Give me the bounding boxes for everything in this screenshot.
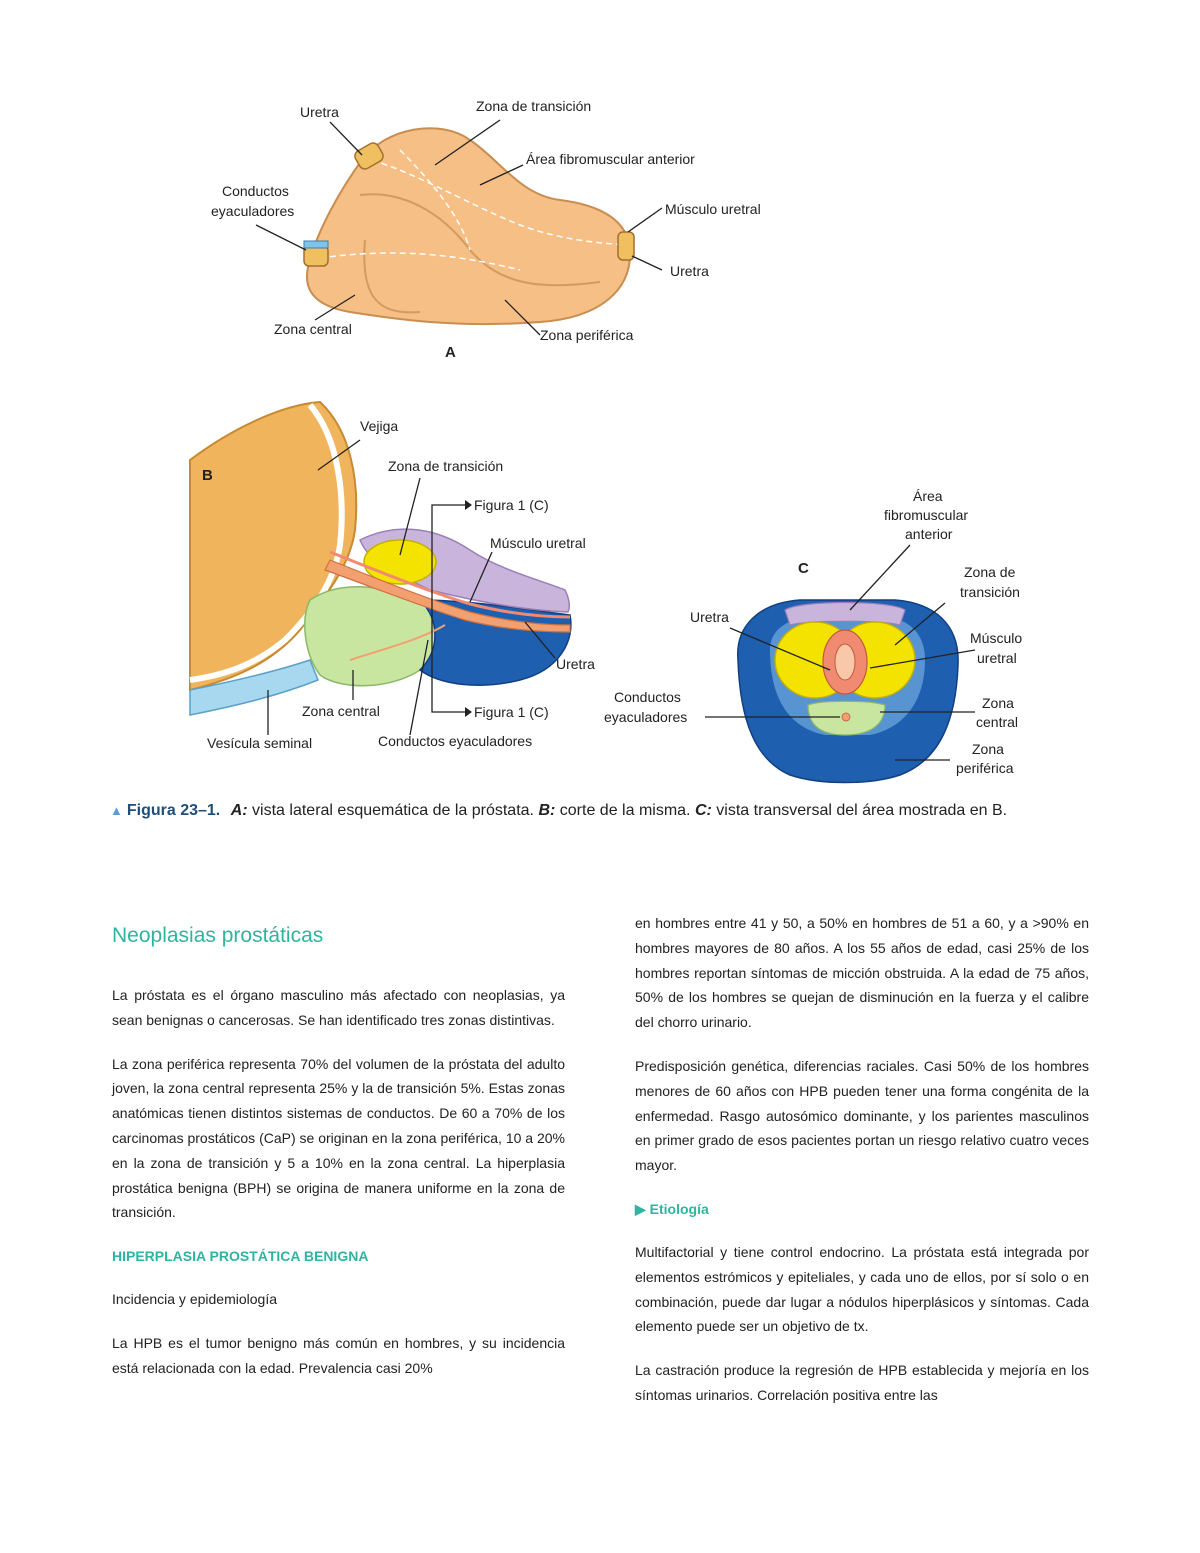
- label-c-zona-transicion-1: Zona de: [964, 564, 1016, 580]
- label-a-conductos-1: Conductos: [222, 183, 289, 199]
- label-a-uretra-top: Uretra: [300, 104, 339, 120]
- ejaculatory-duct-c: [842, 713, 850, 721]
- label-c-zona-central-1: Zona: [982, 695, 1014, 711]
- fibromuscular-c: [785, 603, 905, 626]
- right-column: [635, 911, 1089, 1408]
- right-paragraph-4: La castración produce la regresión de HPB establecida y mejoría en los síntomas urinarios. Correlación positiva entre las: [635, 1362, 1089, 1403]
- caption-text-a: vista lateral esquemática de la próstata.: [252, 802, 534, 819]
- label-b-vejiga: Vejiga: [360, 418, 399, 434]
- label-c-conductos-1: Conductos: [614, 689, 681, 705]
- left-column: [112, 922, 565, 1381]
- ejaculatory-duct-a: [304, 246, 328, 266]
- section-title: Neoplasias prostáticas: [112, 924, 324, 947]
- label-a-conductos-2: eyaculadores: [211, 203, 295, 219]
- etiologia-heading: ▶ Etiología: [635, 1200, 709, 1217]
- label-b-zona-central: Zona central: [302, 703, 380, 719]
- label-b-vesicula-seminal: Vesícula seminal: [207, 735, 313, 751]
- caption-text-b: corte de la misma.: [559, 802, 691, 819]
- caption-triangle-icon: ▲: [110, 803, 123, 818]
- caption-key-a: A:: [230, 802, 248, 819]
- label-c-zona-transicion-2: transición: [960, 584, 1020, 600]
- label-a-zona-periferica: Zona periférica: [540, 327, 634, 343]
- label-c-musculo-1: Músculo: [970, 630, 1023, 646]
- left-paragraph-1: La próstata es el órgano masculino más afectado con neoplasias, ya sean benignas o cancerosas. Se han identificado tres zonas distintivas.: [112, 987, 565, 1028]
- label-c-area-1: Área: [913, 488, 943, 504]
- caption-key-b: B:: [538, 802, 556, 819]
- label-c-area-2: fibromuscular: [884, 507, 969, 523]
- caption-text-c: vista transversal del área mostrada en B.: [716, 802, 1008, 819]
- label-c-zona-periferica-1: Zona: [972, 741, 1004, 757]
- right-paragraph-2: Predisposición genética, diferencias raciales. Casi 50% de los hombres menores de 60 años con HPB pueden tener una forma congénita de la enfermedad. Rasgo autosómico dominante, y los parientes masculinos en primer grado de esos pacientes portan un riesgo relativo cuatro veces mayor.: [635, 1057, 1089, 1174]
- panel-a-letter: A: [445, 344, 456, 361]
- left-paragraph-3: La HPB es el tumor benigno más común en hombres, y su incidencia está relacionada con la edad. Prevalencia casi 20%: [112, 1334, 565, 1376]
- hpb-heading: HIPERPLASIA PROSTÁTICA BENIGNA: [112, 1248, 369, 1265]
- panel-c-letter: C: [798, 560, 809, 577]
- label-b-musculo-uretral: Músculo uretral: [490, 535, 586, 551]
- label-b-conductos-eyaculadores: Conductos eyaculadores: [378, 733, 533, 749]
- label-a-uretra-right: Uretra: [670, 263, 709, 279]
- left-paragraph-2: La zona periférica representa 70% del volumen de la próstata del adulto joven, la zona central representa 25% y la de transición 5%. Estas zonas anatómicas tienen distintos sistemas de conductos. De 60 a 70% de los carcinomas prostáticos (CaP) se originan en la zona periférica, 10 a 20% en la zona de transición y 5 a 10% en la zona central. La hiperplasia prostática benigna (BPH) se origina de manera uniforme en la zona de transición.: [112, 1055, 565, 1221]
- caption-figure-label: Figura 23–1.: [126, 802, 221, 819]
- label-c-zona-periferica-2: periférica: [956, 760, 1014, 776]
- right-paragraph-1: en hombres entre 41 y 50, a 50% en hombres de 51 a 60, y a >90% en hombres mayores de 80 años. A los 55 años de edad, casi 25% de los hombres reportan síntomas de micción obstruida. A la edad de 75 años, 50% de los hombres se quejan de disminución en la fuerza y el calibre del chorro urinario.: [635, 915, 1089, 1031]
- caption-key-c: C:: [694, 802, 712, 819]
- label-a-zona-central: Zona central: [274, 321, 352, 337]
- arrow-figura-bottom: [465, 707, 472, 717]
- right-paragraph-3: Multifactorial y tiene control endocrino. La próstata está integrada por elementos estrómicos y epiteliales, y cada uno de ellos, por sí solo o en combinación, puede dar lugar a nódulos hiperplásicos y síntomas. Cada elemento puede ser un objetivo de tx.: [635, 1243, 1089, 1335]
- panel-a-lateral-view: [211, 98, 761, 361]
- urethra-cap-right-a: [618, 232, 634, 260]
- label-b-figura-bottom: Figura 1 (C): [474, 704, 549, 720]
- incidencia-subheading: Incidencia y epidemiología: [112, 1291, 277, 1308]
- label-c-zona-central-2: central: [976, 714, 1019, 730]
- ejaculatory-duct-blue-a: [304, 241, 328, 248]
- label-c-uretra: Uretra: [690, 609, 729, 625]
- arrow-figura-top: [465, 500, 472, 510]
- label-b-zona-transicion: Zona de transición: [388, 458, 504, 474]
- label-a-zona-transicion: Zona de transición: [476, 98, 592, 114]
- panel-b-letter: B: [202, 467, 213, 484]
- label-c-musculo-2: uretral: [977, 650, 1017, 666]
- panel-c-transverse: [604, 488, 1022, 783]
- label-a-area-fibromuscular: Área fibromuscular anterior: [526, 151, 695, 167]
- figure-caption: [110, 802, 1007, 820]
- label-c-conductos-2: eyaculadores: [604, 709, 688, 725]
- urethra-c: [835, 644, 855, 680]
- label-c-area-3: anterior: [905, 526, 953, 542]
- label-b-uretra: Uretra: [556, 656, 595, 672]
- panel-b-section: [190, 402, 595, 751]
- label-b-figura-top: Figura 1 (C): [474, 497, 549, 513]
- label-a-musculo-uretral: Músculo uretral: [665, 201, 761, 217]
